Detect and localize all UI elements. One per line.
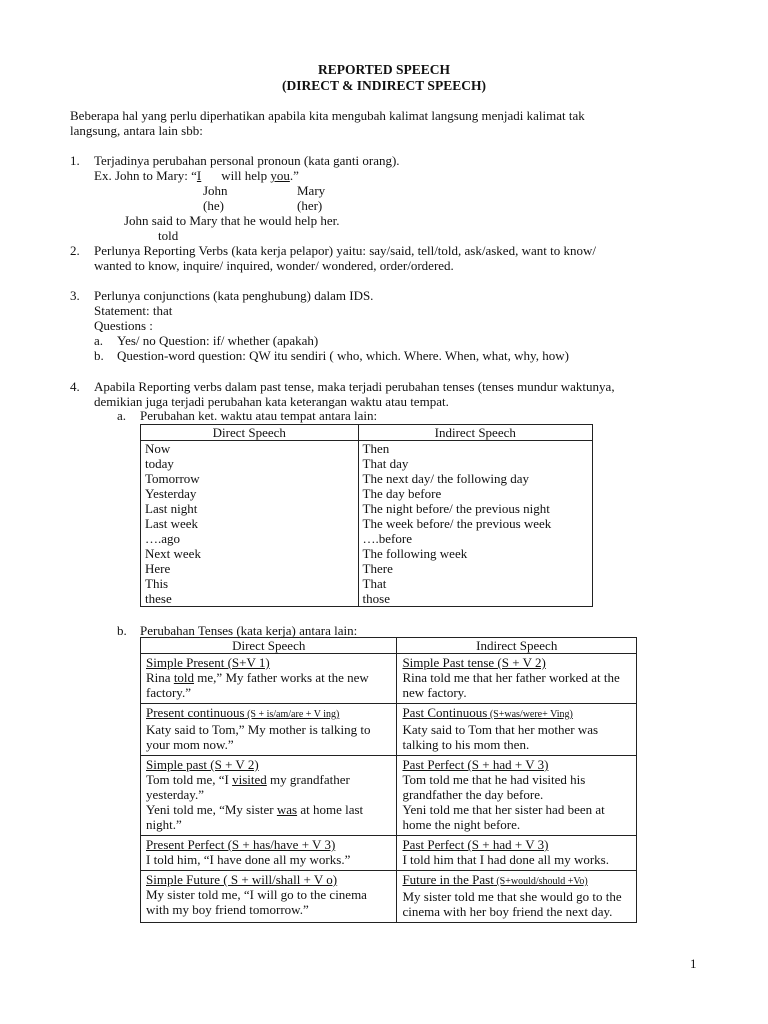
direct-cell: ….ago (141, 531, 359, 546)
table-row (141, 531, 593, 546)
cell-text: Tom told me, “I (146, 772, 233, 787)
table-row (141, 441, 593, 457)
tense-heading: Simple Past tense (S + V 2) (402, 655, 546, 670)
direct-cell: Here (141, 561, 359, 576)
page-number: 1 (690, 956, 697, 971)
table-row (141, 561, 593, 576)
item3-b-text: Question-word question: QW itu sendiri ( who, which. Where. When, what, why, how) (117, 348, 569, 363)
example-pronoun-you: you (270, 168, 290, 183)
cell-text: My sister told me that she would go to the cinema with her boy friend the next day. (402, 889, 622, 919)
indirect-cell: That (358, 576, 592, 591)
direct-cell: today (141, 456, 359, 471)
indirect-cell (397, 756, 637, 836)
table-row (141, 704, 637, 756)
column-header-indirect: Indirect Speech (358, 425, 592, 441)
cell-text: Yeni told me that her sister had been at home the night before. (402, 802, 605, 832)
tense-formula: (S+was/were+ Ving) (487, 709, 573, 720)
table-row (141, 654, 637, 704)
tense-formula: (S + is/am/are + V ing) (244, 709, 340, 720)
table-row (141, 456, 593, 471)
example-mid: will help (221, 168, 271, 183)
item2-text-line2: wanted to know, inquire/ inquired, wonder/ wondered, order/ordered. (94, 258, 454, 273)
tense-heading: Past Perfect (S + had + V 3) (402, 757, 549, 772)
tense-heading (402, 872, 632, 889)
table-header-row (141, 425, 593, 441)
tense-name: Present continuous (146, 705, 245, 720)
direct-cell (141, 836, 397, 871)
cell-text: I told him, “I have done all my works.” (146, 852, 351, 867)
item1-text: Terjadinya perubahan personal pronoun (kata ganti orang). (94, 153, 400, 168)
indirect-cell: ….before (358, 531, 592, 546)
direct-cell: Last week (141, 516, 359, 531)
table-row (141, 576, 593, 591)
item4-text-line2: demikian juga terjadi perubahan kata keterangan waktu atau tempat. (94, 394, 449, 409)
column-header-direct: Direct Speech (141, 425, 359, 441)
cell-text: Tom told me that he had visited his grandfather the day before. (402, 772, 586, 802)
cell-text: Rina (146, 670, 174, 685)
direct-cell (141, 756, 397, 836)
direct-cell (141, 654, 397, 704)
item4-a-text: Perubahan ket. waktu atau tempat antara lain: (140, 408, 378, 423)
label-he: (he) (203, 198, 224, 213)
tense-heading: Present Perfect (S + has/have + V 3) (146, 837, 336, 852)
direct-cell: these (141, 591, 359, 607)
cell-text: Katy said to Tom that her mother was talking to his mom then. (402, 722, 599, 752)
tenses-table (140, 637, 637, 923)
example-prefix: Ex. John to Mary: “ (94, 168, 197, 183)
indirect-cell (397, 871, 637, 923)
column-header-indirect: Indirect Speech (397, 638, 637, 654)
direct-cell: Last night (141, 501, 359, 516)
item1-number: 1. (70, 153, 80, 168)
cell-text: Rina told me that her father worked at the new factory. (402, 670, 620, 700)
item4-number: 4. (70, 379, 80, 394)
item4-b-text: Perubahan Tenses (kata kerja) antara lain: (140, 623, 358, 638)
item4-text-line1: Apabila Reporting verbs dalam past tense, maka terjadi perubahan tenses (tenses mundur waktunya, (94, 379, 615, 394)
direct-cell: Next week (141, 546, 359, 561)
page-subtitle: (DIRECT & INDIRECT SPEECH) (282, 78, 486, 93)
tense-formula: (S+would/should +Vo) (493, 876, 588, 887)
indirect-cell: The day before (358, 486, 592, 501)
tense-heading: Past Perfect (S + had + V 3) (402, 837, 549, 852)
indirect-cell: Then (358, 441, 592, 457)
indirect-cell: The following week (358, 546, 592, 561)
cell-text: My sister told me, “I will go to the cinema with my boy friend tomorrow.” (146, 887, 367, 917)
direct-cell: Yesterday (141, 486, 359, 501)
cell-text: at home last night.” (146, 802, 364, 832)
table-row (141, 591, 593, 607)
table-row (141, 501, 593, 516)
label-told: told (158, 228, 179, 243)
cell-text: Yeni told me, “My sister (146, 802, 277, 817)
item3-questions: Questions : (94, 318, 153, 333)
item2-number: 2. (70, 243, 80, 258)
item3-a-text: Yes/ no Question: if/ whether (apakah) (117, 333, 319, 348)
indirect-cell: The next day/ the following day (358, 471, 592, 486)
tense-heading: Simple Present (S+V 1) (146, 655, 270, 670)
table-row (141, 546, 593, 561)
item3-a-label: a. (94, 333, 104, 348)
tense-name: Past Continuous (402, 705, 488, 720)
item3-b-label: b. (94, 348, 104, 363)
page-title: REPORTED SPEECH (318, 62, 450, 77)
indirect-cell (397, 836, 637, 871)
table-header-row (141, 638, 637, 654)
cell-text: I told him that I had done all my works. (402, 852, 609, 867)
table-row (141, 756, 637, 836)
tense-heading: Simple past (S + V 2) (146, 757, 259, 772)
indirect-cell (397, 704, 637, 756)
item1-example (94, 168, 299, 183)
direct-cell (141, 704, 397, 756)
indirect-cell: There (358, 561, 592, 576)
tense-heading (402, 705, 632, 722)
indirect-cell: those (358, 591, 592, 607)
tense-heading: Simple Future ( S + will/shall + V o) (146, 872, 338, 887)
cell-text: me,” My father works at the new factory.” (146, 670, 369, 700)
cell-text: my grandfather yesterday.” (146, 772, 350, 802)
intro-text-line2: langsung, antara lain sbb: (70, 123, 203, 138)
direct-cell (141, 871, 397, 923)
item1-result: John said to Mary that he would help her. (124, 213, 340, 228)
direct-cell: Tomorrow (141, 471, 359, 486)
tense-heading (146, 705, 392, 722)
indirect-cell: That day (358, 456, 592, 471)
label-her: (her) (297, 198, 323, 213)
item4-b-label: b. (117, 623, 127, 638)
item4-a-label: a. (117, 408, 127, 423)
underlined-verb: visited (232, 772, 267, 787)
item3-statement: Statement: that (94, 303, 173, 318)
table-row (141, 871, 637, 923)
example-pronoun-i: I (196, 168, 202, 183)
column-header-direct: Direct Speech (141, 638, 397, 654)
indirect-cell: The night before/ the previous night (358, 501, 592, 516)
cell-text: Katy said to Tom,” My mother is talking to your mom now.” (146, 722, 371, 752)
underlined-verb: was (276, 802, 298, 817)
item2-text-line1: Perlunya Reporting Verbs (kata kerja pelapor) yaitu: say/said, tell/told, ask/asked, want to know/ (94, 243, 596, 258)
table-row (141, 471, 593, 486)
time-place-table-body (141, 441, 593, 607)
direct-cell: Now (141, 441, 359, 457)
table-row (141, 836, 637, 871)
example-end: .” (289, 168, 299, 183)
time-place-table (140, 424, 593, 607)
label-john: John (203, 183, 228, 198)
table-row (141, 516, 593, 531)
item3-text: Perlunya conjunctions (kata penghubung) dalam IDS. (94, 288, 374, 303)
intro-text-line1: Beberapa hal yang perlu diperhatikan apabila kita mengubah kalimat langsung menjadi kalimat tak (70, 108, 585, 123)
underlined-verb: told (173, 670, 195, 685)
label-mary: Mary (297, 183, 326, 198)
direct-cell: This (141, 576, 359, 591)
table-row (141, 486, 593, 501)
tense-name: Future in the Past (402, 872, 494, 887)
item3-number: 3. (70, 288, 80, 303)
indirect-cell (397, 654, 637, 704)
indirect-cell: The week before/ the previous week (358, 516, 592, 531)
